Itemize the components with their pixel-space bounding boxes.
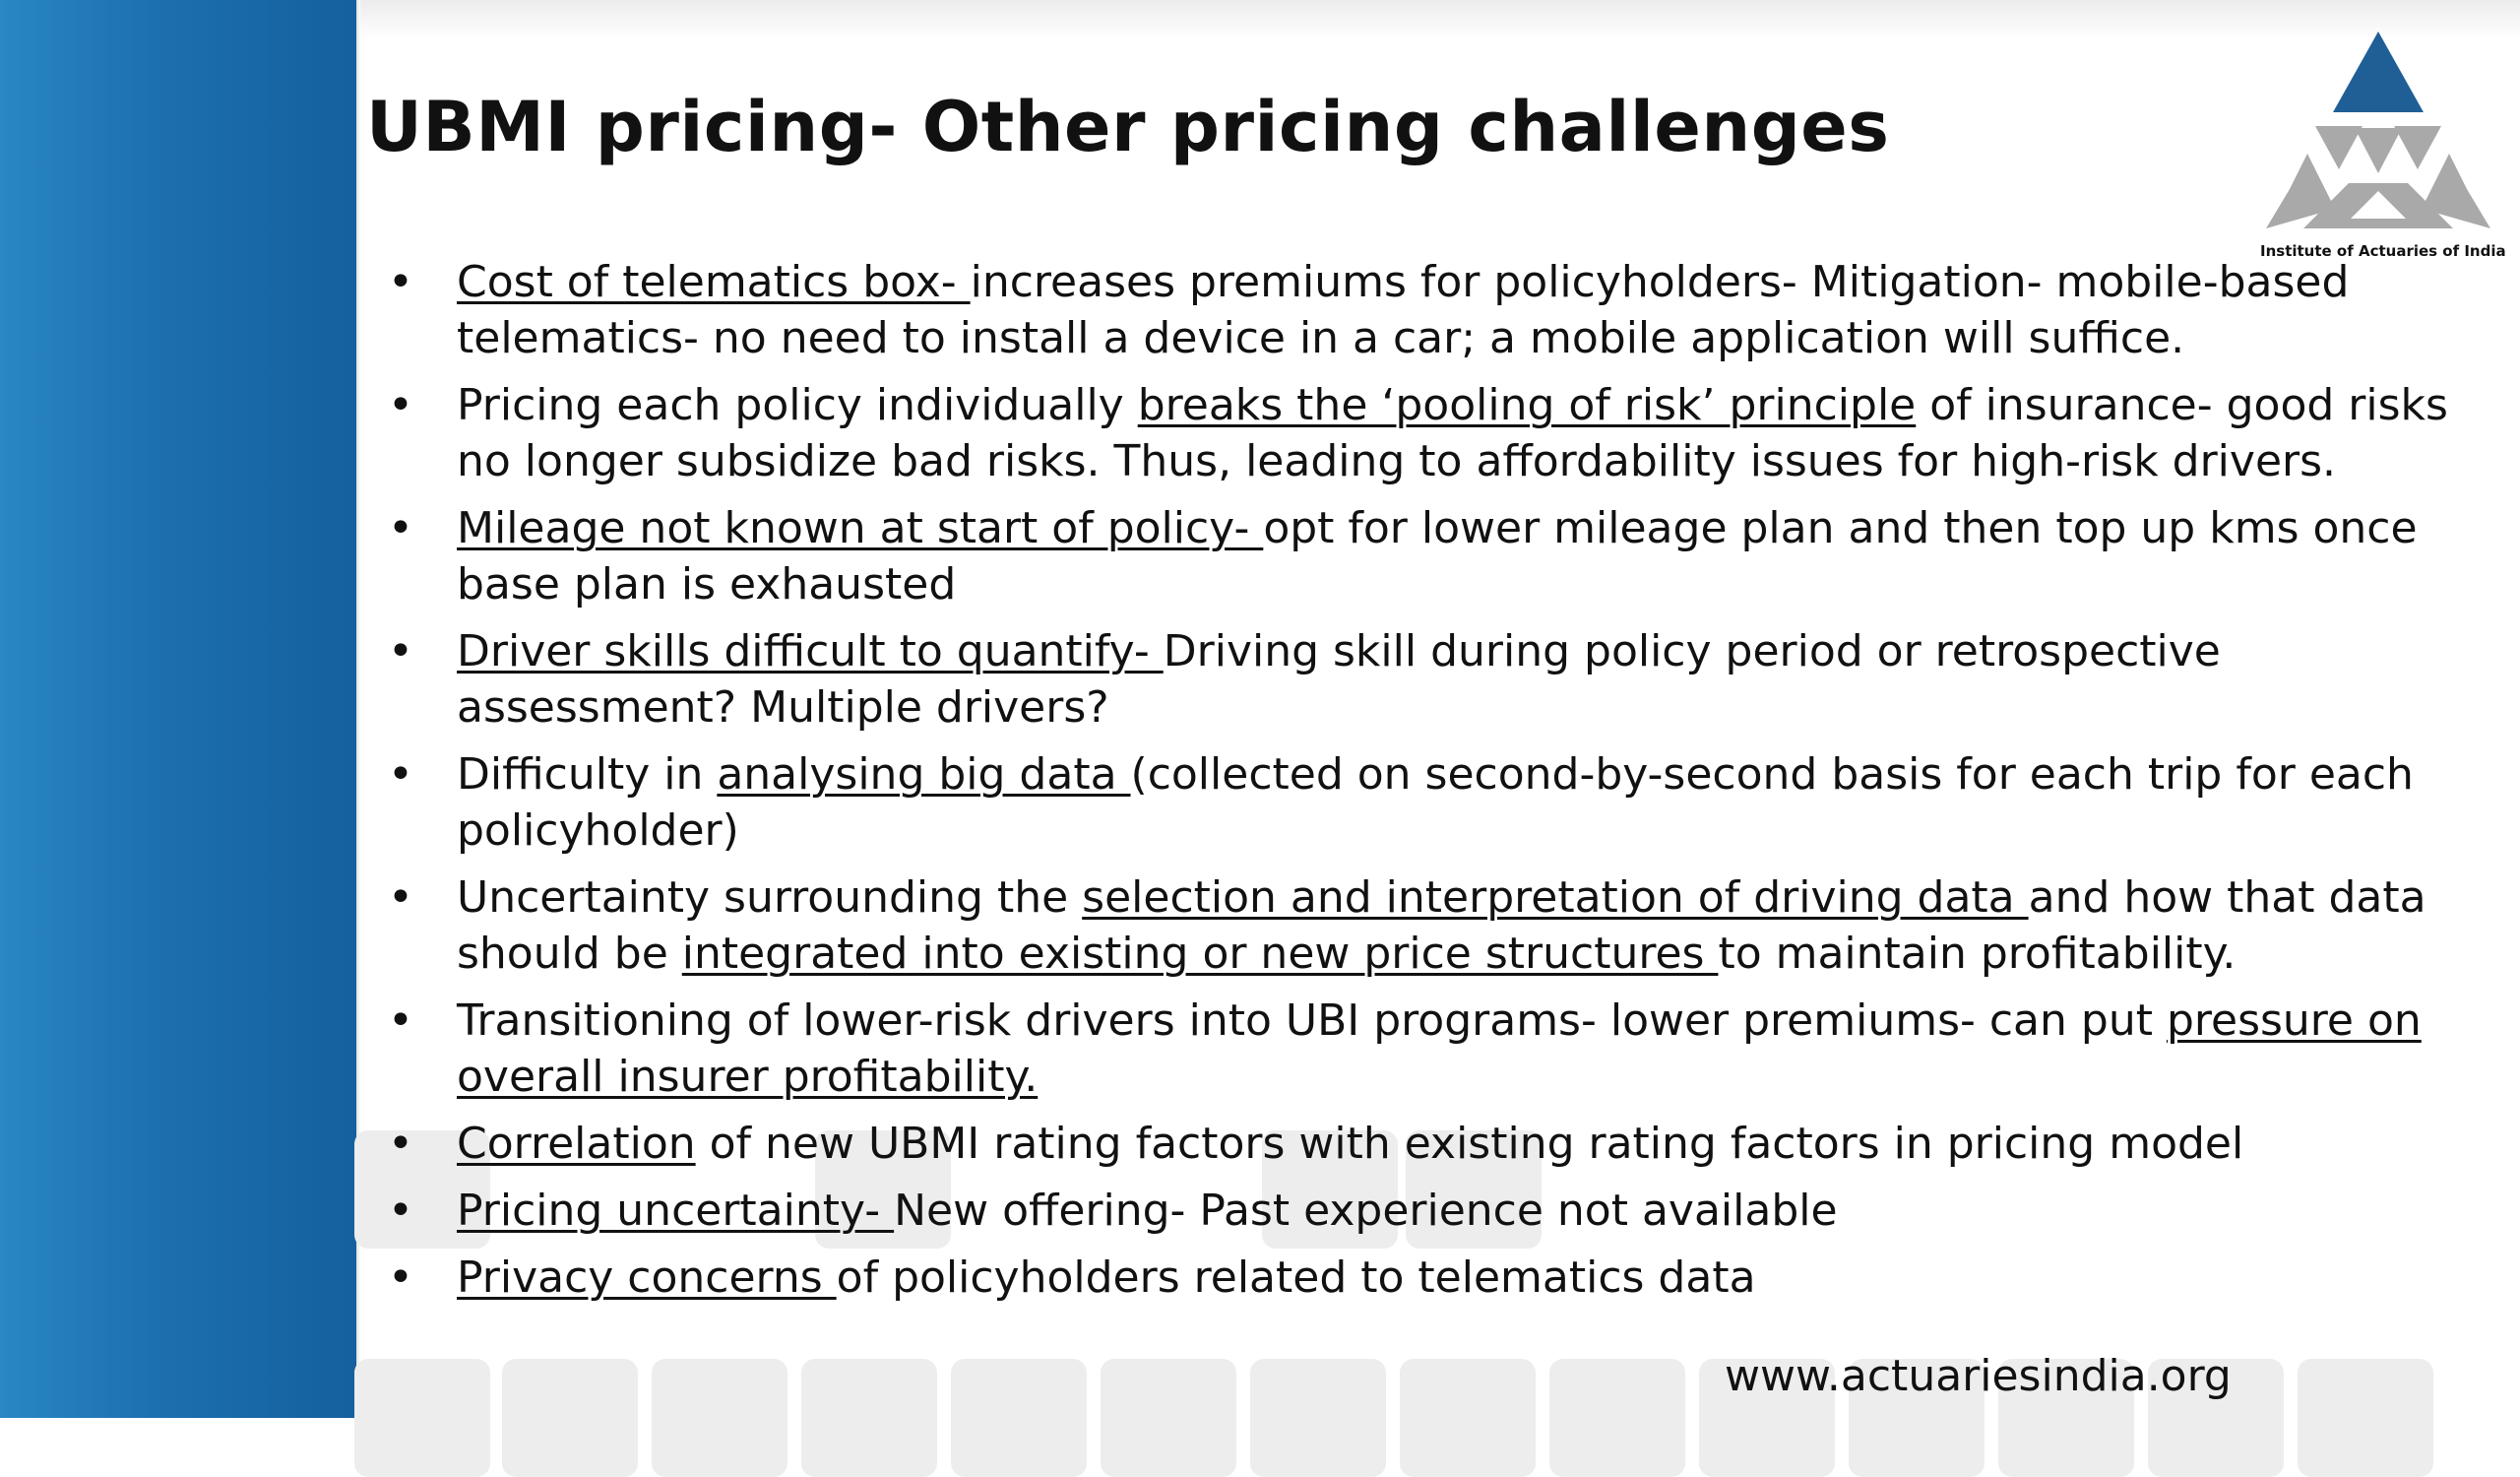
slide-title: UBMI pricing- Other pricing challenges: [366, 87, 1890, 167]
bullet-text: to maintain profitability.: [1718, 929, 2236, 979]
bullet-text: Difficulty in: [457, 749, 718, 800]
bg-tile: [1549, 1359, 1685, 1477]
left-blue-panel: [0, 0, 356, 1418]
bullet-item: [374, 1183, 2490, 1239]
bullet-dot-icon: •: [388, 1252, 413, 1303]
bullet-text: Transitioning of lower-risk drivers into UBI programs- lower premiums- can put: [457, 995, 2167, 1046]
bg-tile: [652, 1359, 788, 1477]
bullet-emphasis-text: breaks the ‘pooling of risk’ principle: [1137, 380, 1917, 430]
bullet-dot-icon: •: [388, 257, 413, 307]
bullet-item: [374, 377, 2490, 489]
actuaries-institute-logo: [2260, 26, 2506, 262]
bullet-dot-icon: •: [388, 503, 413, 553]
bullet-item: [374, 500, 2490, 612]
bullet-dot-icon: •: [388, 380, 413, 430]
bullet-item: [374, 869, 2490, 982]
bullet-text: and how that data should be: [457, 872, 2426, 979]
bg-tile: [1400, 1359, 1536, 1477]
bullet-text: opt for lower mileage plan and then top up kms once base plan is exhausted: [457, 503, 2418, 610]
bullet-emphasis-text: Privacy concerns: [457, 1252, 837, 1303]
bullet-emphasis-text: Cost of telematics box-: [457, 257, 971, 307]
bullet-emphasis-text: pressure on overall insurer profitability.: [457, 995, 2422, 1102]
bullet-emphasis-text: Pricing uncertainty-: [457, 1186, 895, 1236]
bullet-emphasis-text: Mileage not known at start of policy-: [457, 503, 1264, 553]
bullet-dot-icon: •: [388, 749, 413, 800]
bullet-text: New offering- Past experience not available: [894, 1186, 1838, 1236]
bullet-item: [374, 1250, 2490, 1306]
bg-tile: [1101, 1359, 1236, 1477]
bullet-item: [374, 993, 2490, 1105]
bullet-dot-icon: •: [388, 1119, 413, 1169]
bullet-dot-icon: •: [388, 1186, 413, 1236]
bullet-emphasis-text: selection and interpretation of driving data: [1082, 872, 2029, 923]
logo-caption: Institute of Actuaries of India: [2260, 242, 2506, 260]
bullet-item: [374, 254, 2490, 366]
bullet-list: [374, 254, 2490, 1316]
bg-tile: [1250, 1359, 1386, 1477]
bullet-emphasis-text: Driver skills difficult to quantify-: [457, 626, 1164, 676]
bg-tile: [951, 1359, 1087, 1477]
bullet-item: [374, 1116, 2490, 1172]
bg-tile: [801, 1359, 937, 1477]
bullet-text: (collected on second-by-second basis for each trip for each policyholder): [457, 749, 2414, 856]
bullet-text: Uncertainty surrounding the: [457, 872, 1083, 923]
bullet-text: Driving skill during policy period or retrospective assessment? Multiple drivers?: [457, 626, 2221, 733]
logo-triangles-icon: [2260, 26, 2496, 242]
bullet-text: of insurance- good risks no longer subsidize bad risks. Thus, leading to affordability issues for high-risk drivers.: [457, 380, 2448, 486]
bullet-dot-icon: •: [388, 626, 413, 676]
bullet-emphasis-text: analysing big data: [717, 749, 1131, 800]
bullet-text: increases premiums for policyholders- Mitigation- mobile-based telematics- no need to install a device in a car; a mobile application will suffice.: [457, 257, 2350, 363]
bullet-emphasis-text: Correlation: [457, 1119, 696, 1169]
bullet-emphasis-text: integrated into existing or new price structures: [681, 929, 1719, 979]
bullet-item: [374, 746, 2490, 859]
bg-tile: [354, 1359, 490, 1477]
bullet-dot-icon: •: [388, 995, 413, 1046]
bg-tile: [502, 1359, 638, 1477]
bullet-text: of policyholders related to telematics data: [836, 1252, 1756, 1303]
slide-canvas: [360, 0, 2520, 1418]
bullet-text: of new UBMI rating factors with existing rating factors in pricing model: [695, 1119, 2244, 1169]
footer-url: www.actuariesindia.org: [1725, 1351, 2232, 1401]
bg-tile: [2298, 1359, 2433, 1477]
bullet-item: [374, 623, 2490, 736]
bullet-dot-icon: •: [388, 872, 413, 923]
bullet-text: Pricing each policy individually: [457, 380, 1138, 430]
